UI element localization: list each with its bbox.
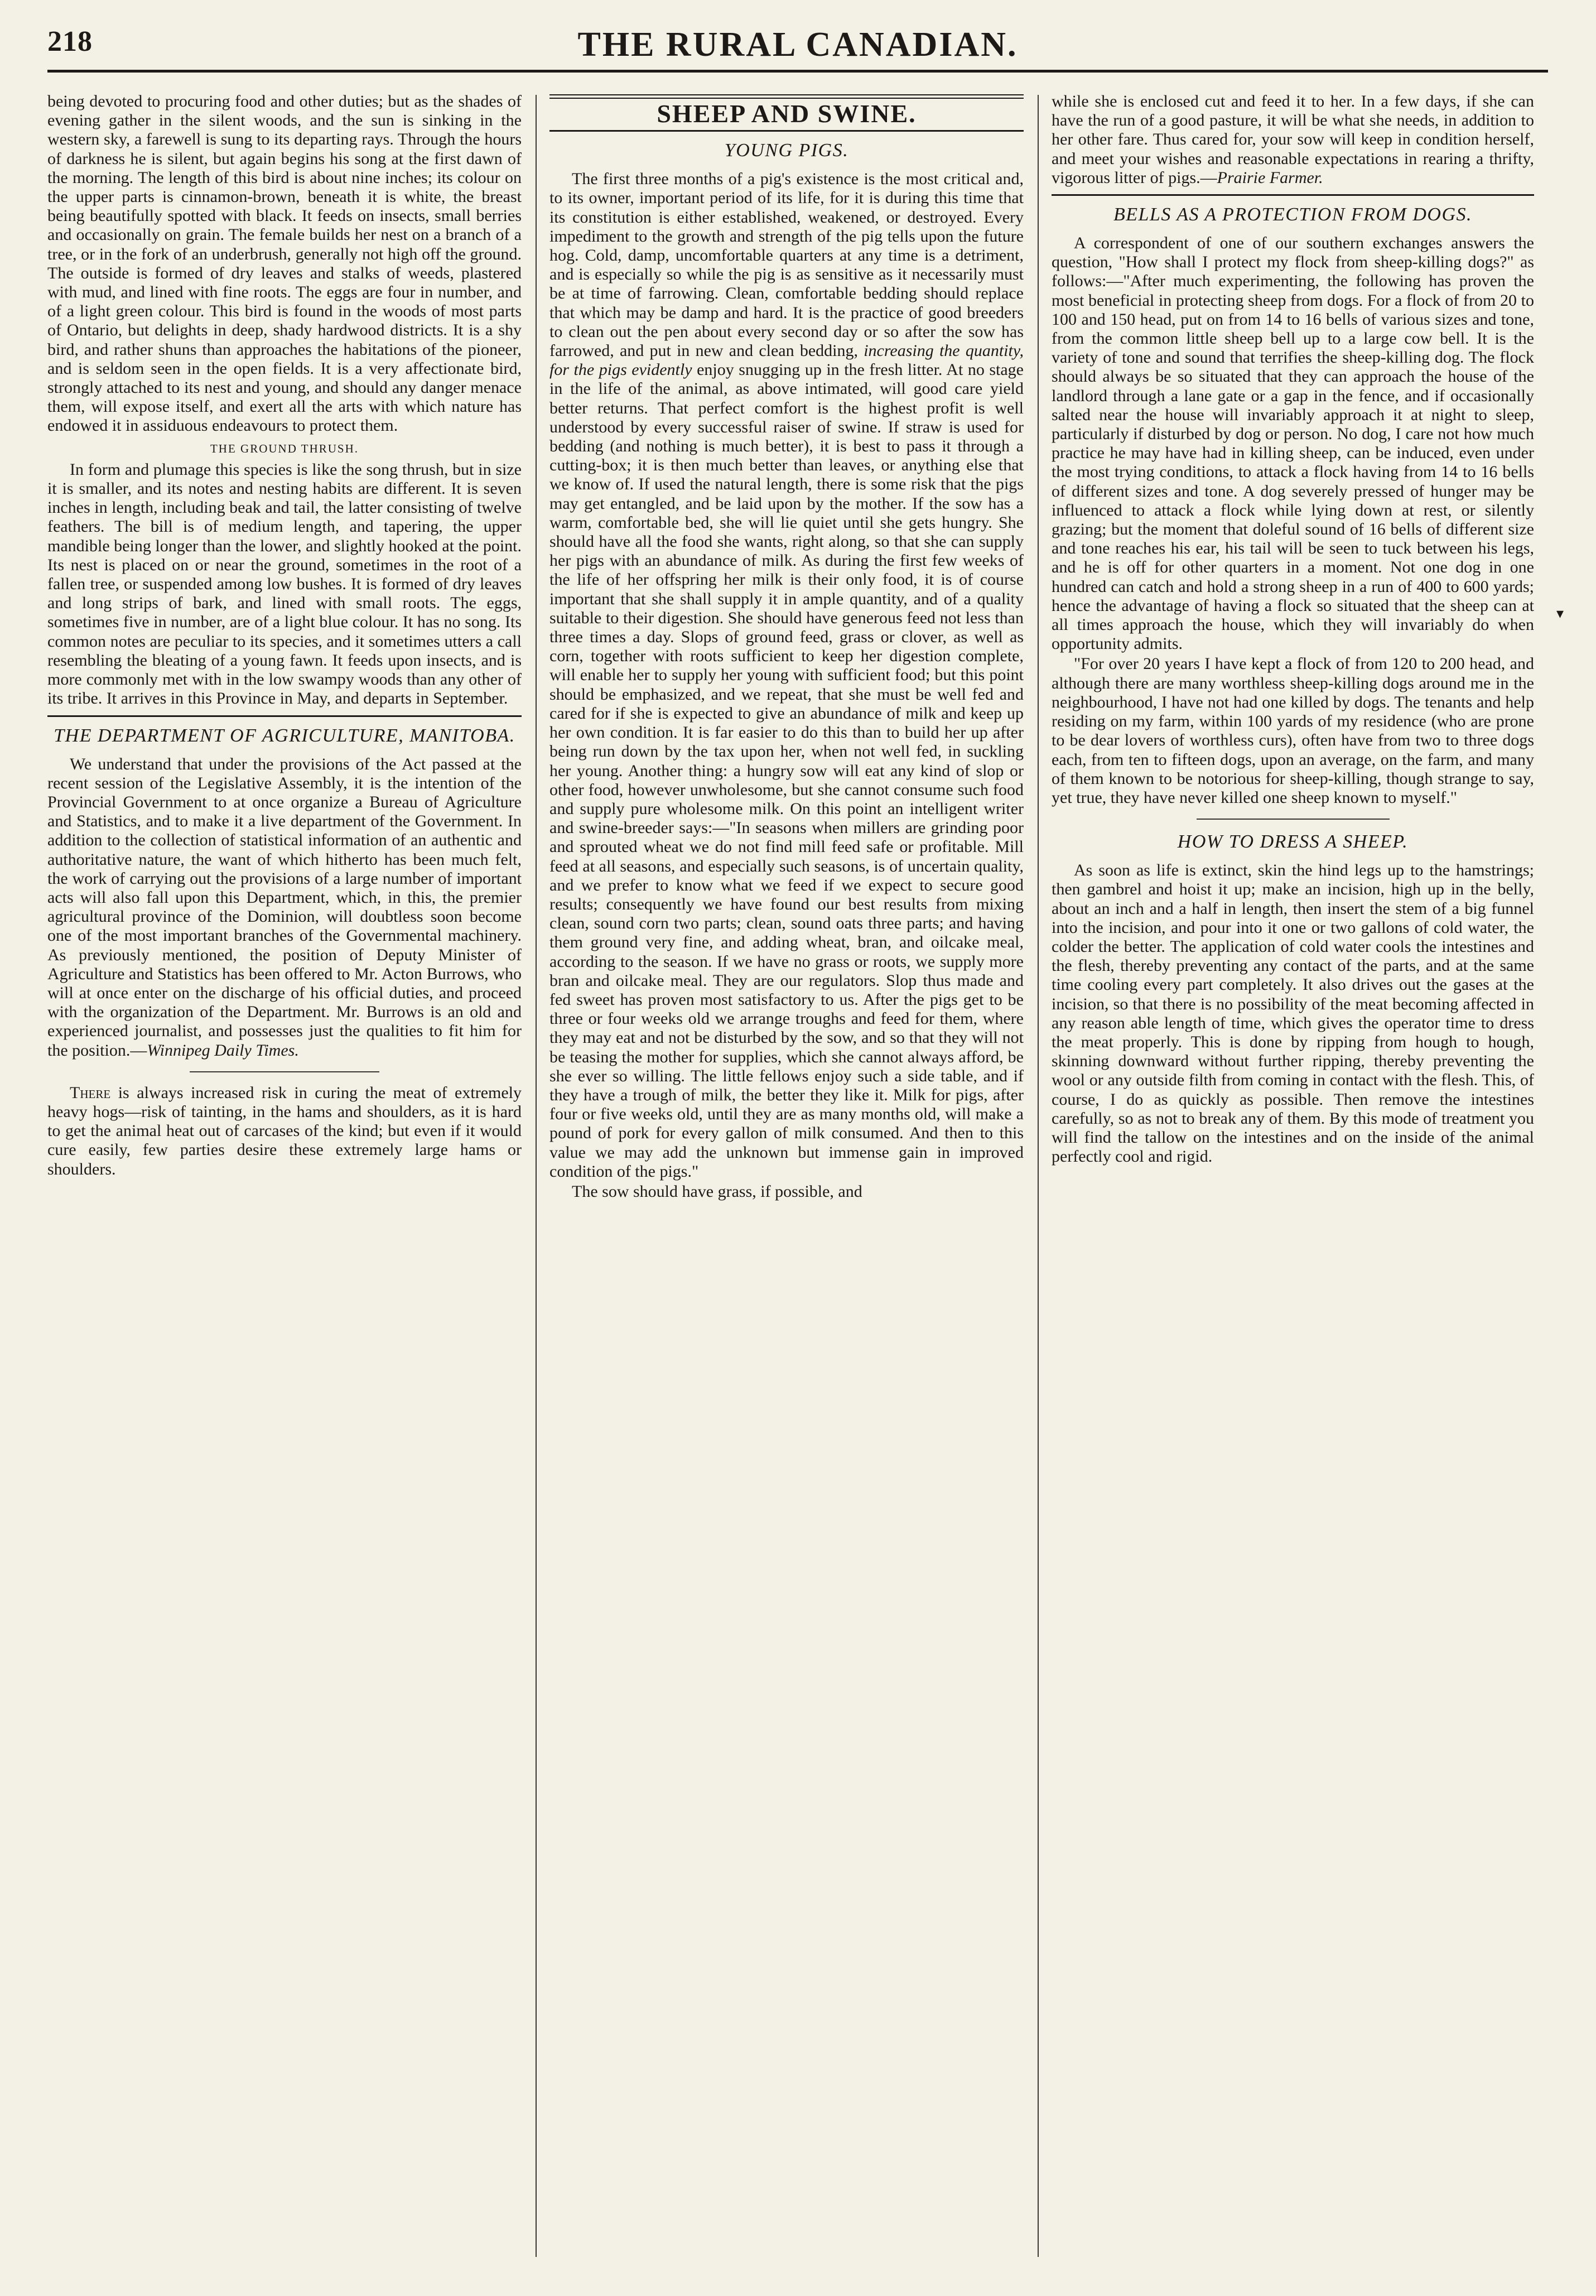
column-middle <box>549 92 1024 2263</box>
column-left <box>47 92 522 2263</box>
page-header <box>47 25 1548 64</box>
section-rule <box>549 94 1024 99</box>
source-credit: Winnipeg Daily Times. <box>147 1041 299 1060</box>
article-title-bells: BELLS AS A PROTECTION FROM DOGS. <box>1113 204 1473 225</box>
paragraph-text: We understand that under the provisions of the Act passed at the recent session of the Legislative Assembly, it is the intention of the Provincial Government to at once organize a Bureau of Agriculture and Statistics, and to make it a live department of the Government. In addition to the collection of statistical information of an authentic and authoritative nature, the want of which hitherto has been much felt, the work of carrying out the provisions of a large number of important acts will also fall upon this Department, which, in this, the premier agricultural province of the Dominion, will doubtless soon become one of the most important branches of the Governmental machinery. As previously mentioned, the position of Deputy Minister of Agriculture and Statistics has been offered to Mr. Acton Burrows, who will at once enter on the discharge of his official duties, and proceed with the organization of the Department. Mr. Burrows is an old and experienced journalist, and possesses just the qualities to fit him for the position.— <box>47 754 522 1060</box>
article-divider <box>1197 819 1390 820</box>
section-title: SHEEP AND SWINE. <box>657 99 917 128</box>
article-paragraph: The sow should have grass, if possible, and <box>572 1182 862 1201</box>
page-number: 218 <box>47 26 93 57</box>
source-credit: Prairie Farmer. <box>1217 168 1323 187</box>
article-paragraph <box>47 755 522 1060</box>
subheading-ground-thrush: THE GROUND THRUSH. <box>210 441 359 455</box>
paragraph-text: The first three months of a pig's existence is the most critical and, to its owner, important period of its life, for it is during this time that its constitution is either established, weakened, or destroyed. Every impediment to the growth and strength of the pig tells upon the future hog. Cold, damp, uncomfortable quarters at any time is a detriment, and is especially so while the pig is as sensitive as it necessarily must be at time of farrowing. Clean, comfortable bedding should replace that which may be damp and hard. It is the practice of good breeders to clean out the pen about every second day or so after the sow has farrowed, and put in new and clean bedding, <box>549 170 1024 360</box>
article-paragraph <box>549 170 1024 1181</box>
article-paragraph: As soon as life is extinct, skin the hind legs up to the hamstrings; then gambrel and hoist it up; make an incision, high up in the belly, about an inch and a half in length, then insert the stem of a big funnel into the incision, and pour into it one or two gallons of cold water, the colder the better. The application of cold water cools the intestines and the flesh, thereby preventing any contact of the parts, and at the same time cooling every part completely. It also drives out the gases at the incision, so that there is no possibility of the meat becoming affected in any reason able length of time, which gives the operator time to dress the meat properly. This is done by ripping from hough to hough, skinning downward without further ripping, thereby preventing the wool or any outside filth from coming in contact with the flesh. This, of course, I do as quickly as possible. Then remove the intestines carefully, so as not to break any of them. By this mode of treatment you will find the tallow on the intestines and on the inside of the animal perfectly cool and rigid. <box>1052 861 1534 1166</box>
ink-mark-icon: ▾ <box>1556 605 1564 622</box>
emphasis-text: increasing the quantity, for the pigs evidently <box>549 341 1024 379</box>
article-paragraph <box>1052 92 1534 187</box>
article-paragraph <box>47 1084 522 1179</box>
column-divider <box>1038 95 1039 2257</box>
article-title-department: THE DEPARTMENT OF AGRICULTURE, MANITOBA. <box>54 725 515 746</box>
article-divider <box>190 1071 379 1072</box>
article-paragraph: "For over 20 years I have kept a flock of from 120 to 200 head, and although there are many worthless sheep-killing dogs around me in the neighbourhood, I have not had one killed by dogs. The tenants and help residing on my farm, within 100 yards of my residence (who are prone to be dear lovers of worthless curs), often have from two to three dogs each, from ten to fifteen dogs, upon an average, on the farm, and many of them known to be notorious for sheep-killing, though strange to say, yet true, they have never killed one sheep known to myself." <box>1052 654 1534 807</box>
article-title-dress-sheep: HOW TO DRESS A SHEEP. <box>1177 831 1409 853</box>
paragraph-text: is always increased risk in curing the meat of extremely heavy hogs—risk of tainting, in the hams and shoulders, as it is hard to get the animal heat out of carcases of the kind; but even if it would cure easily, few parties desire these extremely large hams or shoulders. <box>47 1083 522 1178</box>
article-title-young-pigs: YOUNG PIGS. <box>724 140 849 161</box>
masthead-title: THE RURAL CANADIAN. <box>577 26 1018 64</box>
lead-word: There <box>70 1083 111 1102</box>
column-right <box>1052 92 1534 2263</box>
section-rule <box>549 130 1024 132</box>
paragraph-text: enjoy snugging up in the fresh litter. At no stage in the life of the animal, as above intimated, will good care yield better returns. That perfect comfort is the highest profit is well understood by every successful raiser of swine. If straw is used for bedding (and nothing is much better), it is best to pass it through a cutting-box; it is then much better than leaves, or anything else that we know of. If used the natural length, there is some risk that the pigs may get entangled, and be laid upon by the mother. If the sow has a warm, comfortable bed, she will lie quiet until she gets hungry. She should have all the food she wants, right along, so that she can supply her pigs with an abundance of milk. As during the first few weeks of the life of her offspring her milk is their only food, it is of course important that she shall supply it in ample quantity, and of a quality suitable to their digestion. She should have generous feed not less than three times a day. Slops of ground feed, grass or clover, as well as corn, together with roots sufficient to keep her digestion complete, will enable her to supply her young with sufficient food; but this point should be emphasized, and we repeat, that she must be well fed and cared for if she is expected to give an abundance of milk and keep up her own condition. It is far easier to do this than to build her up after being run down by the tax upon her, when not well fed, in suckling her young. Another thing: a hungry sow will eat any kind of slop or other food, however unwholesome, but she cannot consume such food and supply pure wholesome milk. On this point an intelligent writer and swine-breeder says:—"In seasons when millers are grinding poor and sprouted wheat we do not find mill feed safe or profitable. Mill feed at all seasons, and especially such seasons, is of uncertain quality, and we prefer to know what we feed if we expect to secure good results; consequently we have found our best results from mixing clean, sound corn two parts; clean, sound oats three parts; and having them ground very fine, and adding wheat, bran, and oilcake meal, according to the season. If we have no grass or roots, we supply more bran and oilcake meal. They are our regulators. Slop thus made and fed sweet has proven most satisfactory to us. After the pigs get to be three or four weeks old we arrange troughs and feed for them, where they may eat and not be disturbed by the sow, and so that they will not be teasing the mother for supplies, which she cannot always afford, be she ever so willing. The little fellows enjoy such a side table, and if they have a trough of milk, the better they like it. Milk for pigs, after four or five weeks old, until they are as many months old, will make a pound of pork for every gallon of milk consumed. And then to this value we may add the unknown but immense gain in improved condition of the pigs." <box>549 360 1024 1181</box>
article-paragraph: A correspondent of one of our southern exchanges answers the question, "How shall I protect my flock from sheep-killing dogs?" as follows:—"After much experimenting, the following has proven the most beneficial in protecting sheep from dogs. For a flock of from 20 to 100 and 150 head, put on from 14 to 16 bells of various sizes and tone, from the common little sheep bell up to a large cow bell. It is the variety of tone and sound that terrifies the sheep-killing dog. The flock should always be so situated that they can approach the house of the landlord through a lane gate or a gap in the fence, and if occasionally salted near the house will invariably approach it at night to sleep, particularly if disturbed by dog or person. No dog, I care not how much practice he may have had in killing sheep, can be induced, even under the most trying conditions, to attack a flock having from 14 to 16 bells of different sizes and tone. A dog severely pressed of hunger may be influenced to attack a flock while lying down at rest, or silently grazing; but the moment that doleful sound of 16 bells of different size and tone reaches his ear, his tail will be seen to tuck between his legs, and he is off for other quarters in a moment. Not one dog in one hundred can catch and hold a strong sheep in a run of 400 to 600 yards; hence the advantage of having a flock so situated that the sheep can at all times approach the house, which they will invariably do when opportunity admits. <box>1052 234 1534 653</box>
article-paragraph: being devoted to procuring food and other duties; but as the shades of evening gather in the silent woods, and the sun is sinking in the western sky, a farewell is sung to its departing rays. Through the hours of darkness he is silent, but again begins his song at the first dawn of the morning. The length of this bird is about nine inches; its colour on the upper parts is cinnamon-brown, beneath it is white, the breast being beautifully spotted with black. It feeds on insects, small berries and occasionally on grain. The female builds her nest on a branch of a tree, or in the fork of an underbrush, generally not high off the ground. The outside is formed of dry leaves and stalks of weeds, plastered with mud, and lined with fine roots. The eggs are four in number, and of a light green colour. This bird is found in the woods of most parts of Ontario, but delights in deep, shady hardwood districts. It is a shy bird, and rather shuns than approaches the habitations of the pioneer, and is seldom seen in the open fields. It is a very affectionate bird, strongly attached to its nest and young, and should any danger menace them, will expose itself, and exert all the arts with which nature has endowed it in assiduous endeavours to protect them. <box>47 92 522 435</box>
article-paragraph: In form and plumage this species is like the song thrush, but in size it is smaller, and its notes and nesting habits are different. It is seven inches in length, including beak and tail, the latter consisting of twelve feathers. The bill is of medium length, and tapering, the upper mandible being longer than the lower, and slightly hooked at the point. Its nest is placed on or near the ground, sometimes in the root of a fallen tree, or suspended among low bushes. It is formed of dry leaves and long strips of bark, and lined with small roots. The eggs, sometimes five in number, are of a light blue colour. It has no song. Its common notes are peculiar to its species, and it sometimes utters a call resembling the bleating of a young fawn. It feeds upon insects, and is more commonly met with in the low swampy woods than any other of its tribe. It arrives in this Province in May, and departs in September. <box>47 460 522 708</box>
column-divider <box>536 95 537 2257</box>
paragraph-text: while she is enclosed cut and feed it to her. In a few days, if she can have the run of a good pasture, it will be what she needs, in addition to her other fare. Thus cared for, your sow will keep in condition herself, and meet your wishes and reasonable expectations in rearing a thrifty, vigorous litter of pigs.— <box>1052 92 1534 187</box>
article-divider <box>1052 194 1534 196</box>
article-divider <box>47 715 522 717</box>
header-rule <box>47 70 1548 73</box>
